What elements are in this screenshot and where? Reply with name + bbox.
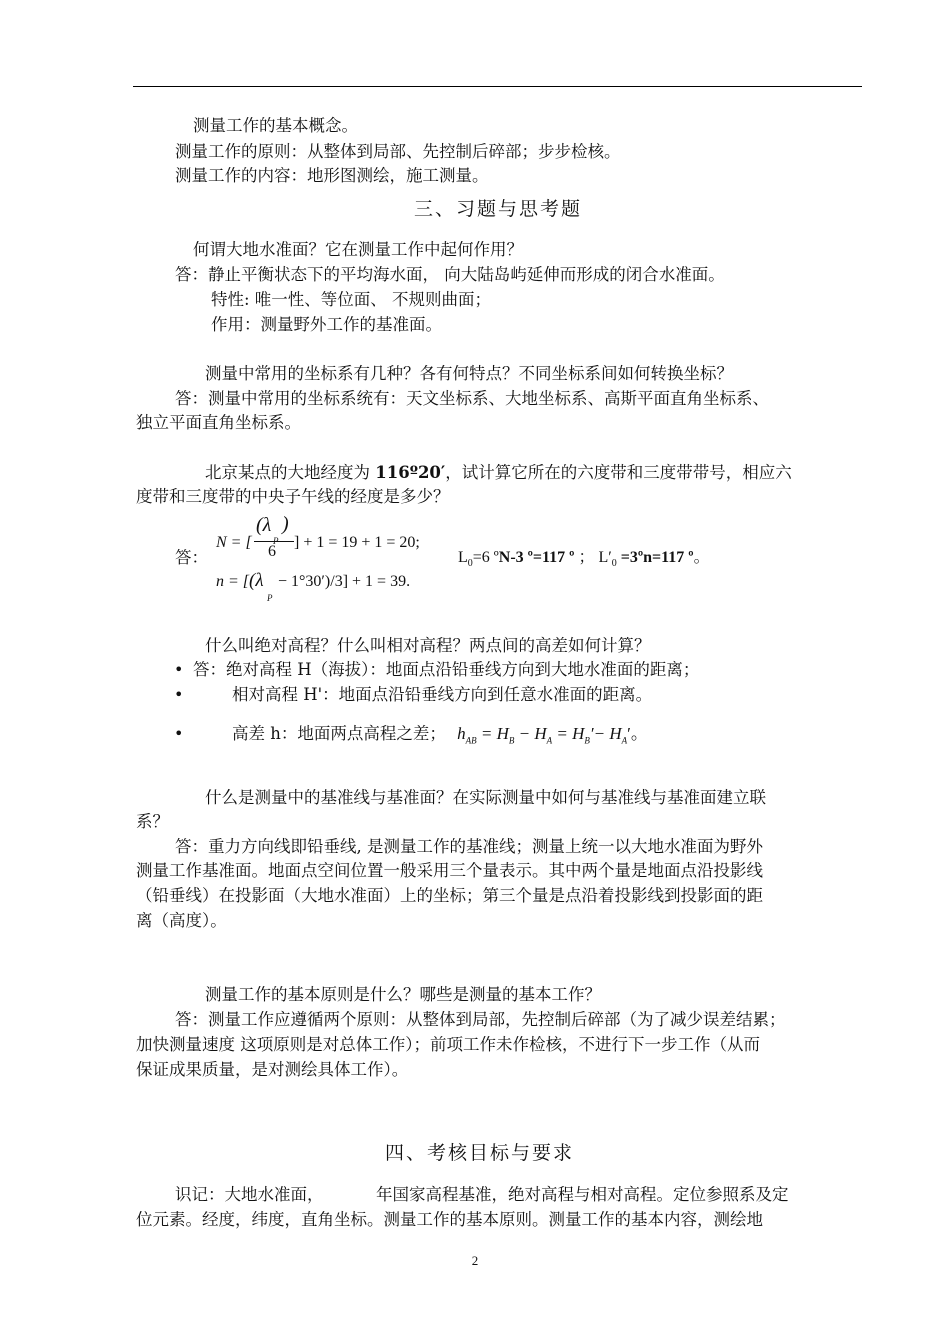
q1-answer-line3: 作用：测量野外工作的基准面。: [211, 315, 442, 334]
q4-item-3: [232, 722, 648, 752]
q3-question-line2: 度带和三度带的中央子午线的经度是多少？: [136, 487, 450, 506]
q3-equation-n: [216, 570, 446, 606]
result2-sub: 0: [611, 558, 617, 570]
content-line: 测量工作的内容：地形图测绘，施工测量。: [175, 166, 489, 185]
q6-answer-line3: 保证成果质量，是对测绘具体工作）。: [136, 1060, 409, 1079]
q1-question: 何谓大地水准面？它在测量工作中起何作用？: [193, 240, 523, 259]
q3-longitude-value: 116º20′: [375, 463, 446, 482]
q2-question: 测量中常用的坐标系有几种？各有何特点？不同坐标系间如何转换坐标？: [205, 364, 733, 383]
q4-bullet-1: •: [174, 660, 184, 679]
basic-concepts-line: 测量工作的基本概念。: [193, 116, 358, 135]
q5-answer-line1: 答：重力方向线即铅垂线, 是测量工作的基准线；测量上统一以大地水准面为野外: [175, 837, 763, 856]
page-number: 2: [471, 1253, 479, 1268]
result-separator: ；: [574, 549, 595, 566]
q4-item-1: 答：绝对高程 H（海拔）：地面点沿铅垂线方向到大地水准面的距离；: [193, 660, 700, 679]
q3-results: [458, 546, 710, 576]
q6-answer-line2: 加快测量速度 这项原则是对总体工作）；前项工作未作检核，不进行下一步工作（从而: [136, 1035, 760, 1054]
result1-sub: 0: [467, 558, 473, 570]
q2-answer-line1: 答：测量中常用的坐标系统有：天文坐标系、大地坐标系、高斯平面直角坐标系、: [175, 389, 769, 408]
q3-answer-label: 答：: [175, 548, 208, 567]
eq1-fraction-bar: [254, 541, 294, 542]
height-difference-formula: $h_{AB} = H_B - H_A = H_B'- H_A'$。: [457, 724, 648, 746]
result2-L: L′: [598, 549, 612, 566]
q5-answer-line3: （铅垂线）在投影面（大地水准面）上的坐标；第三个量是点沿着投影线到投影面的距: [136, 886, 763, 905]
q5-answer-line2: 测量工作基准面。地面点空间位置一般采用三个量表示。其中两个量是地面点沿投影线: [136, 861, 763, 880]
q4-bullet-2: •: [174, 685, 184, 704]
q6-question: 测量工作的基本原则是什么？哪些是测量的基本工作？: [205, 985, 601, 1004]
q5-question-line2: 系？: [136, 812, 169, 831]
eq1-denominator: 6: [268, 543, 276, 560]
principles-line: 测量工作的原则：从整体到局部、先控制后碎部；步步检核。: [175, 142, 621, 161]
q4-question: 什么叫绝对高程？什么叫相对高程？两点间的高差如何计算？: [205, 636, 651, 655]
header-rule: [133, 86, 862, 87]
q3-equation-N: [216, 512, 446, 564]
eq2-rhs: − 1°30′)/3] + 1 = 39.: [278, 573, 411, 590]
eq2-lambda: (λ: [249, 570, 264, 591]
eq2-subscript: P: [267, 593, 273, 603]
sec4-line1: 识记：大地水准面， 年国家高程基准，绝对高程与相对高程。定位参照系及定: [175, 1185, 789, 1204]
result2-end: 。: [693, 549, 710, 566]
eq1-lhs: N = [: [216, 534, 252, 551]
eq1-lambda: (λ: [256, 514, 272, 536]
eq2-lhs: n = [: [216, 573, 250, 590]
q4-bullet-3: •: [174, 724, 184, 743]
result2-bold: =3ºn=117 º: [616, 549, 694, 566]
q5-question-line1: 什么是测量中的基准线与基准面？在实际测量中如何与基准线与基准面建立联: [205, 788, 766, 807]
result1-L: L: [458, 549, 468, 566]
q3-question-post: ，试计算它所在的六度带和三度带带号，相应六: [445, 463, 792, 482]
q5-answer-line4: 离（高度）。: [136, 911, 227, 930]
section-3-heading: 三、习题与思考题: [414, 198, 583, 220]
eq1-subscript: P: [273, 536, 279, 546]
eq1-paren-close: ): [282, 513, 289, 535]
q3-question-line1: [205, 461, 792, 485]
q1-answer-line2: 特性: 唯一性、等位面、 不规则曲面；: [211, 290, 492, 309]
section-4-heading: 四、考核目标与要求: [385, 1142, 575, 1164]
q6-answer-line1: 答：测量工作应遵循两个原则：从整体到局部，先控制后碎部（为了减少误差结累；: [175, 1010, 786, 1029]
sec4-line2: 位元素。经度，纬度，直角坐标。测量工作的基本原则。测量工作的基本内容，测绘地: [136, 1210, 763, 1229]
result1-bold: N-3 º=117 º: [498, 549, 575, 566]
q2-answer-line2: 独立平面直角坐标系。: [136, 413, 301, 432]
result1-text: =6 º: [472, 549, 499, 566]
q4-item-2: 相对高程 H'：地面点沿铅垂线方向到任意水准面的距离。: [232, 685, 653, 704]
q4-item-3-text: 高差 h：地面两点高程之差；: [232, 724, 446, 743]
eq1-rhs: ] + 1 = 19 + 1 = 20;: [294, 534, 420, 551]
q1-answer-line1: 答：静止平衡状态下的平均海水面， 向大陆岛屿延伸而形成的闭合水准面。: [175, 265, 725, 284]
q3-question-pre: 北京某点的大地经度为: [205, 463, 376, 482]
